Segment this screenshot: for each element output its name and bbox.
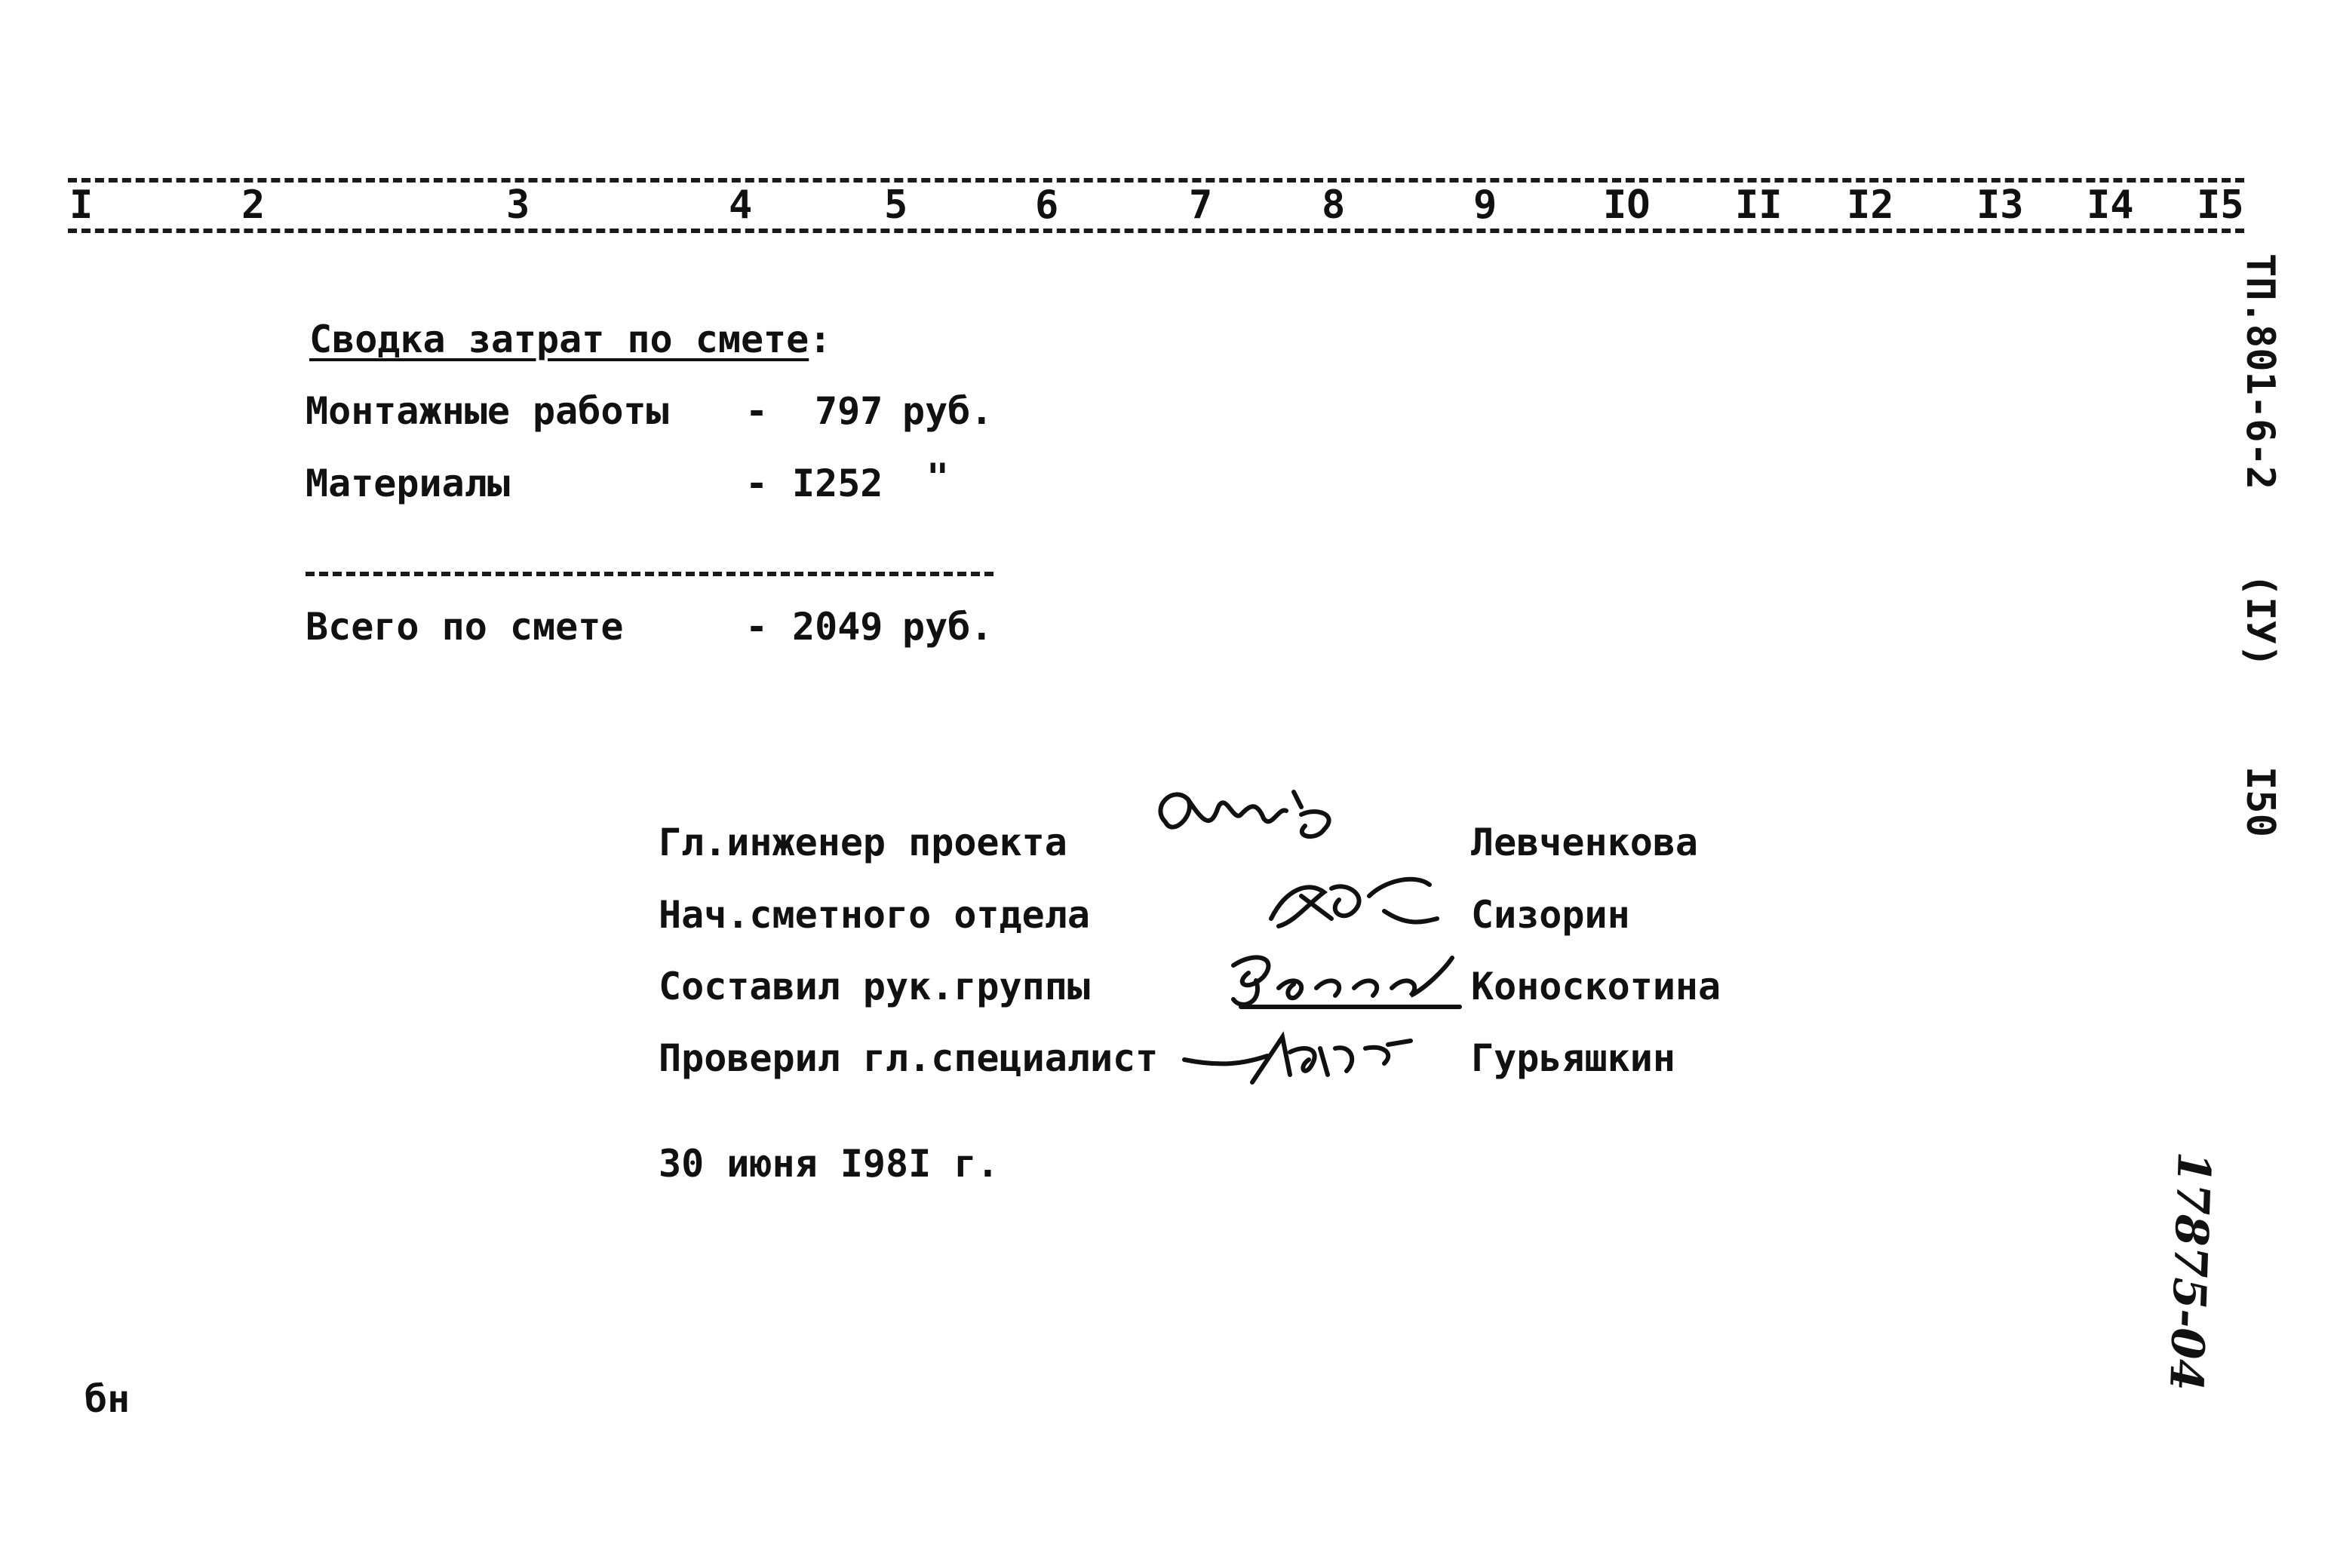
column-number: 5 [884, 183, 908, 228]
column-number: 8 [1322, 183, 1346, 228]
handwritten-signature [1256, 866, 1452, 941]
summary-row-unit: " [926, 456, 950, 499]
document-date: 30 июня I98I г. [659, 1142, 1000, 1186]
signature-role: Составил рук.группы [659, 965, 1090, 1008]
handwritten-signature [1177, 1014, 1418, 1097]
column-number: II [1735, 183, 1783, 228]
summary-separator [306, 572, 993, 576]
signature-role: Нач.сметного отдела [659, 893, 1090, 937]
summary-total-label: Всего по смете [306, 605, 624, 649]
column-number: I2 [1847, 183, 1894, 228]
signature-name: Гурьяшкин [1471, 1036, 1675, 1080]
signature-role: Гл.инженер проекта [659, 821, 1067, 864]
summary-row-dash: - [745, 462, 769, 505]
column-number: 4 [729, 183, 753, 228]
summary-row-label: Материалы [306, 462, 510, 505]
column-number: I5 [2197, 183, 2244, 228]
column-number: IO [1603, 183, 1651, 228]
footer-initials: бн [84, 1377, 131, 1421]
header-dash-bottom [68, 229, 2244, 233]
summary-total-unit: руб. [902, 605, 993, 649]
column-number: 9 [1473, 183, 1497, 228]
summary-row-value: I252 [792, 462, 883, 505]
signature-role: Проверил гл.специалист [659, 1036, 1159, 1080]
summary-row-dash: - [745, 389, 769, 433]
handwritten-signature [1143, 777, 1347, 860]
column-number: 3 [506, 183, 530, 228]
summary-row-value: 797 [815, 389, 883, 433]
summary-row-unit: руб. [902, 389, 993, 433]
column-number: I4 [2087, 183, 2134, 228]
summary-total-value: 2049 [792, 605, 883, 649]
summary-title-colon: : [809, 318, 832, 361]
summary-total-dash: - [745, 605, 769, 649]
column-number: I [69, 183, 94, 228]
column-number: 7 [1189, 183, 1213, 228]
summary-row-label: Монтажные работы [306, 389, 669, 433]
signature-name: Левченкова [1471, 821, 1699, 864]
summary-title: Сводка затрат по смете [309, 318, 809, 361]
signature-name: Сизорин [1471, 893, 1630, 937]
column-number: 6 [1035, 183, 1059, 228]
doc-code: ТП.801-6-2 [2237, 253, 2283, 490]
handwritten-inventory-number: 17875-04 [2158, 1150, 2220, 1392]
column-number: I3 [1976, 183, 2024, 228]
column-number: 2 [241, 183, 266, 228]
header-dash-top [68, 178, 2244, 183]
summary-title-line [309, 318, 832, 361]
signature-name: Коноскотина [1471, 965, 1721, 1008]
doc-part: (IУ) [2237, 573, 2283, 668]
handwritten-signature [1218, 943, 1467, 1018]
page-number: I50 [2237, 766, 2283, 837]
